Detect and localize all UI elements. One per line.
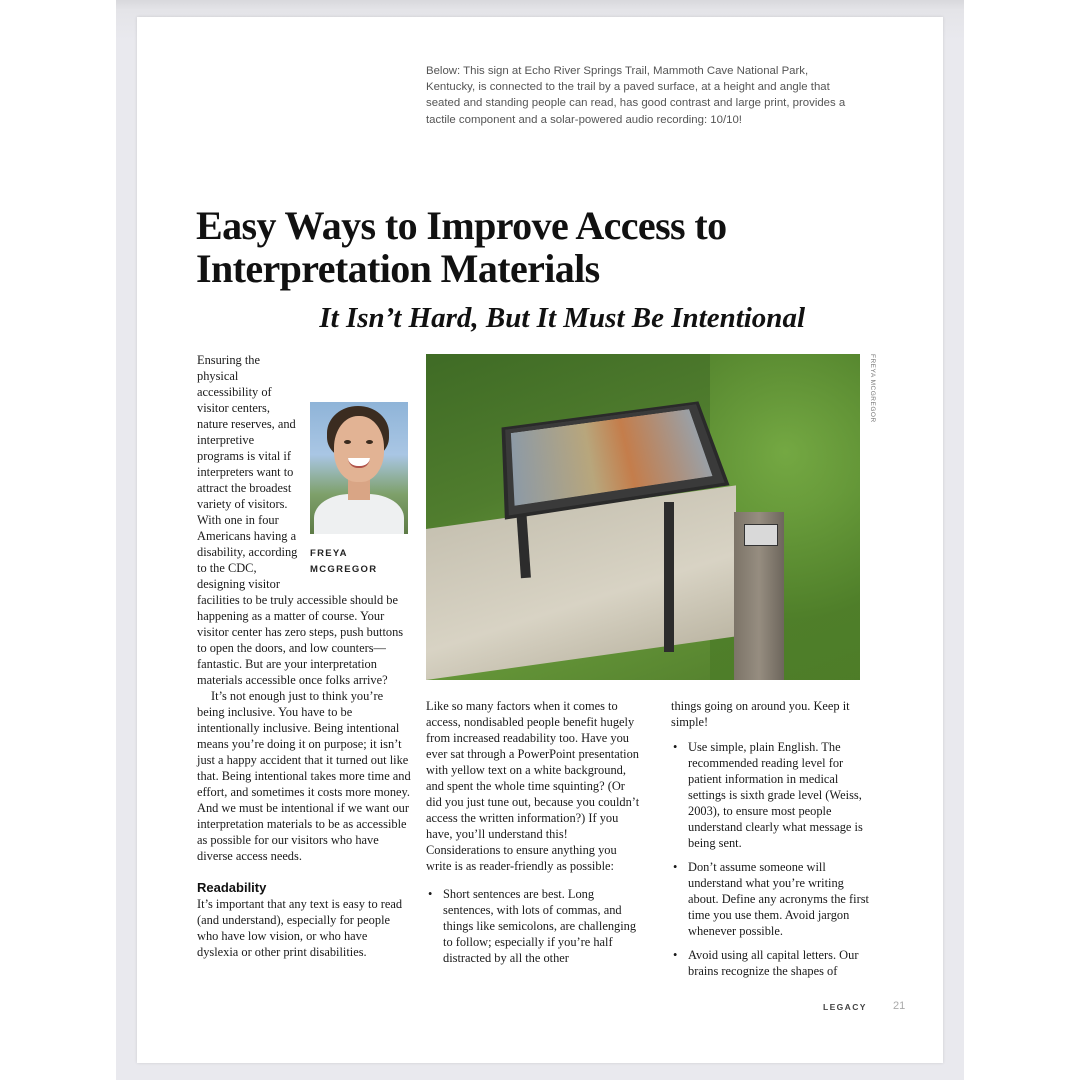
intro-paragraph: Ensuring the physical accessibility of visitor centers, nature reserves, and interpretive programs is vital if interpreters want to attract the broadest variety of visitors. With one in four Americans having a disability, according to the CDC, designing visitor facilities to be truly accessible should be happening as a matter of course. Your visitor center has zero steps, push buttons to open the doors, and low counters—fantastic. But are your interpretation materials accessible once folks arrive? xyxy=(197,353,404,687)
author-portrait xyxy=(310,402,408,534)
list-item: • Use simple, plain English. The recommended reading level for patient information in medical settings is sixth grade level (Weiss, 2003), to ensure most people understand clearly what message is being sent. xyxy=(671,739,875,851)
column-3 xyxy=(671,698,875,987)
list-item: • Don’t assume someone will understand what you’re writing about. Define any acronyms the first time you use them. Avoid jargon whenever possible. xyxy=(671,859,875,939)
section-heading: Readability xyxy=(197,880,267,895)
article-title: Easy Ways to Improve Access to Interpretation Materials xyxy=(196,203,727,291)
readability-paragraph: Like so many factors when it comes to access, nondisabled people benefit hugely from increased readability too. Have you ever sat through a PowerPoint presentation with yellow text on a white background, and spent the whole time squinting? (Or did you just tune out, because you couldn’t access the written information?) If you have, you’ll understand this! Considerations to ensure anything you write is as reader-friendly as possible: xyxy=(426,699,640,873)
readability-intro: It’s important that any text is easy to read (and understand), especially for people who have low vision, or who have dyslexia or other print disabilities. xyxy=(197,897,403,959)
photo-credit: FREYA MCGREGOR xyxy=(869,354,876,423)
article-subtitle: It Isn’t Hard, But It Must Be Intentional xyxy=(319,302,805,334)
list-item: • Avoid using all capital letters. Our brains recognize the shapes of xyxy=(671,947,875,979)
photo-caption: Below: This sign at Echo River Springs Trail, Mammoth Cave National Park, Kentucky, is connected to the trail by a paved surface, at a height and angle that seated and standing people can read, has good contrast and large print, provides a tactile component and a solar-powered audio recording: 10/10! xyxy=(426,65,846,126)
page-number: 21 xyxy=(893,1000,906,1012)
body-paragraph: It’s not enough just to think you’re being inclusive. You have to be intentionally inclusive. Being intentional means you’re doing it on purpose; it isn’t just a happy accident that it turned out like that. Being intentional takes more time and effort, and sometimes it costs more money. And we must be intentional if we want our interpretation materials to be as accessible as possible for our visitors who have diverse access needs. xyxy=(197,689,411,863)
solar-panel-icon xyxy=(744,524,778,546)
author-byline: FREYA MCGREGOR xyxy=(310,548,378,575)
considerations-list-continued xyxy=(671,739,875,979)
margin-right xyxy=(964,0,1080,1080)
margin-left xyxy=(0,0,116,1080)
list-item: • Short sentences are best. Long sentences, with lots of commas, and things like semicolons, are challenging to follow; especially if you’re half distracted by all the other xyxy=(426,886,642,966)
trail-sign-photo xyxy=(426,354,860,680)
magazine-page xyxy=(137,17,943,1063)
considerations-list xyxy=(426,886,642,966)
continuation-text: things going on around you. Keep it simple! xyxy=(671,699,850,729)
column-1 xyxy=(197,352,411,960)
column-2 xyxy=(426,698,642,974)
magazine-name: LEGACY xyxy=(823,1002,867,1012)
